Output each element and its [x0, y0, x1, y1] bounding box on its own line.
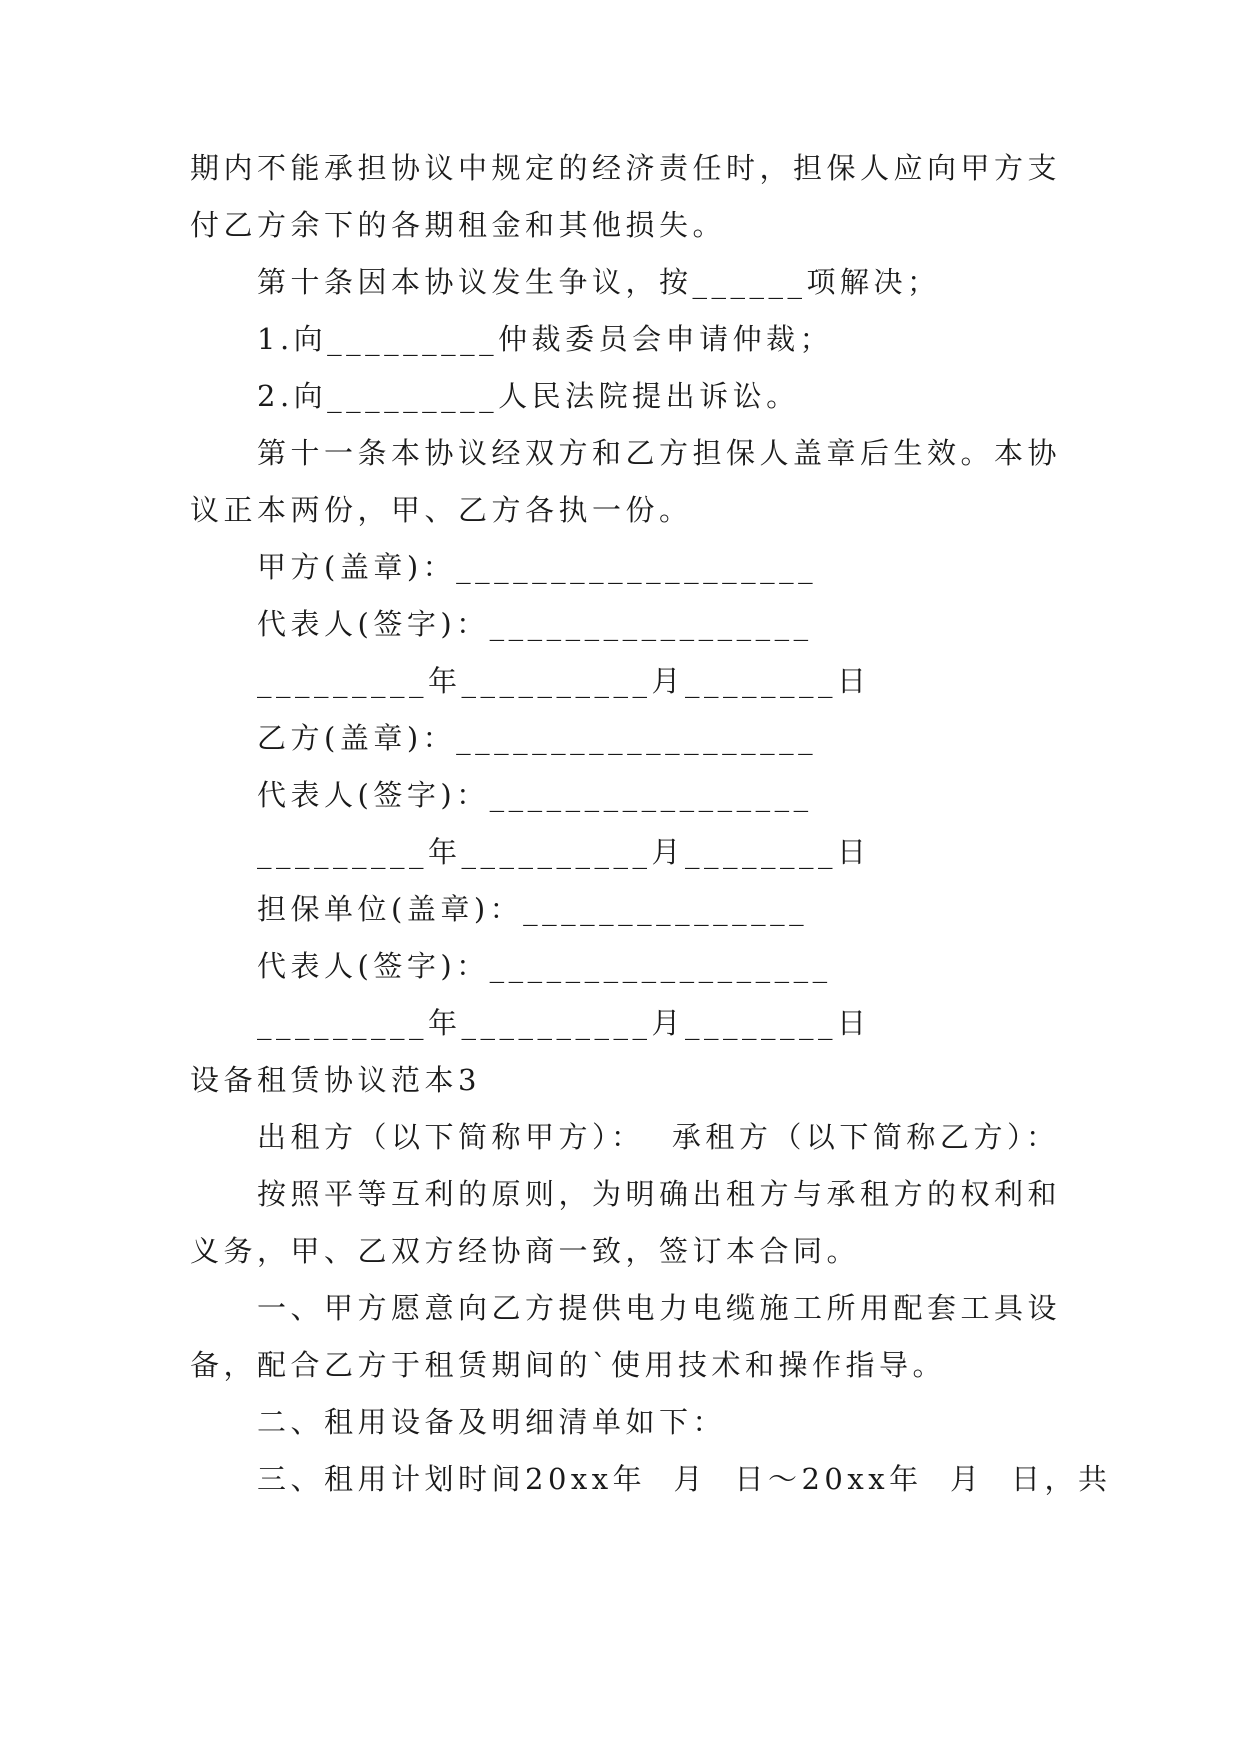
- date-line: _________年__________月________日: [257, 664, 871, 698]
- text-line: 第十一条本协议经双方和乙方担保人盖章后生效。本协: [257, 436, 1062, 470]
- signature-line: 乙方(盖章)：___________________: [257, 721, 818, 755]
- signature-line: 代表人(签字)：_________________: [257, 607, 813, 641]
- signature-line: 担保单位(盖章)：_______________: [257, 892, 809, 926]
- date-line: _________年__________月________日: [257, 835, 871, 869]
- text-line: 期内不能承担协议中规定的经济责任时，担保人应向甲方支: [190, 151, 1062, 185]
- text-line: 第十条因本协议发生争议，按______项解决；: [257, 265, 941, 299]
- signature-line: 甲方(盖章)：___________________: [257, 550, 818, 584]
- text-line: 议正本两份，甲、乙方各执一份。: [190, 493, 693, 527]
- signature-line: 代表人(签字)：_________________: [257, 778, 813, 812]
- text-line: 二、租用设备及明细清单如下：: [257, 1405, 727, 1439]
- text-line: 1.向_________仲裁委员会申请仲裁；: [257, 322, 834, 356]
- signature-line: 代表人(签字)：__________________: [257, 949, 832, 983]
- text-line: 付乙方余下的各期租金和其他损失。: [190, 208, 727, 242]
- text-line: 义务，甲、乙双方经协商一致，签订本合同。: [190, 1234, 861, 1268]
- text-line: 备，配合乙方于租赁期间的`使用技术和操作指导。: [190, 1348, 947, 1382]
- section-heading: 设备租赁协议范本3: [190, 1063, 481, 1097]
- text-line: 按照平等互利的原则，为明确出租方与承租方的权利和: [257, 1177, 1062, 1211]
- text-line: 出租方（以下简称甲方）： 承租方（以下简称乙方）：: [257, 1120, 1060, 1154]
- text-line: 一、甲方愿意向乙方提供电力电缆施工所用配套工具设: [257, 1291, 1062, 1325]
- text-line: 2.向_________人民法院提出诉讼。: [257, 379, 800, 413]
- text-line: 三、租用计划时间20xx年 月 日～20xx年 月 日，共: [257, 1462, 1112, 1496]
- date-line: _________年__________月________日: [257, 1006, 871, 1040]
